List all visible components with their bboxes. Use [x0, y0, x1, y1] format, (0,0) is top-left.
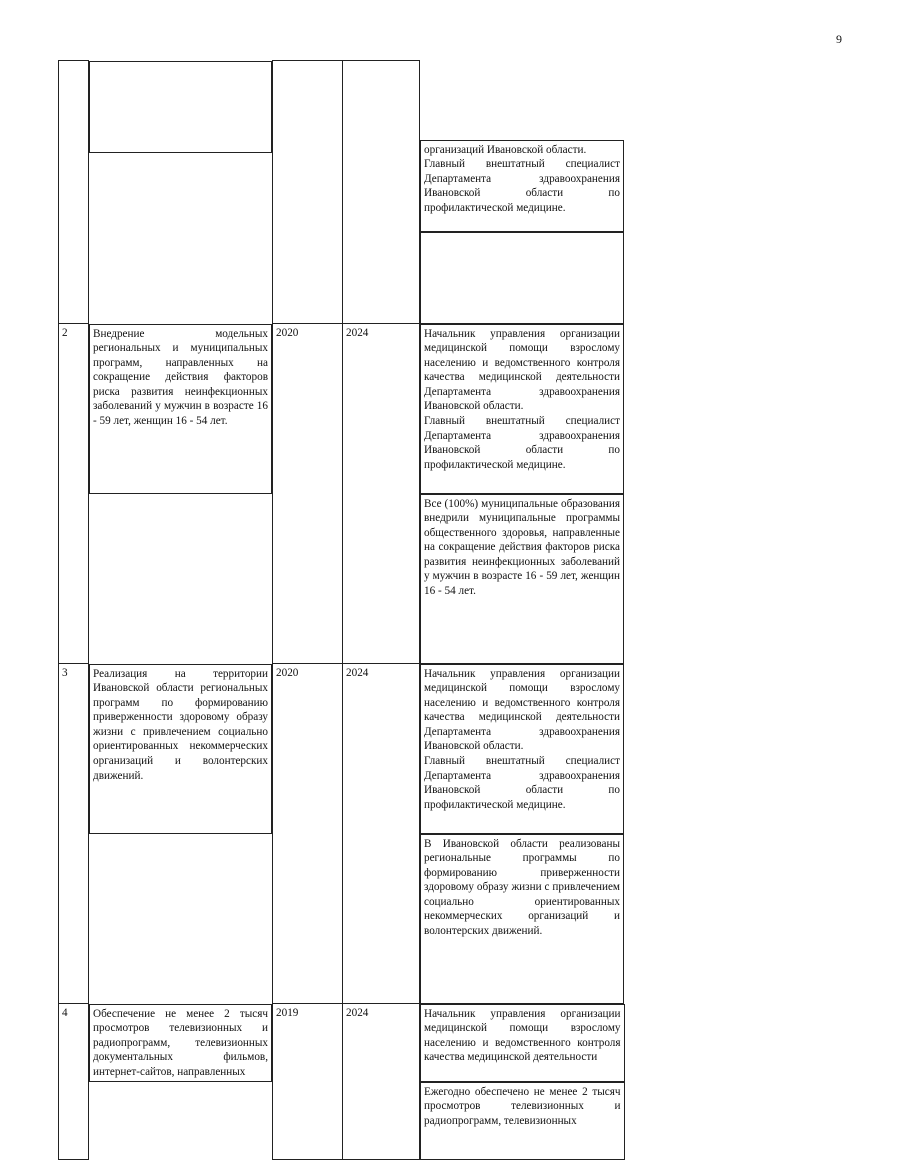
- table-row: [59, 324, 809, 664]
- start-year-cell: 2020: [273, 664, 343, 1004]
- activities-table-body: [59, 61, 809, 1160]
- result-cell: Все (100%) муниципальные образования внедрили муниципальные программы общественного здоровья, направленные на сокращение действия факторов риска развития неинфекционных заболеваний у мужчин в возрасте 16 - 59 лет, женщин 16 - 54 лет.: [420, 494, 624, 664]
- row-number-cell: 4: [59, 1004, 89, 1160]
- row-number-cell: 2: [59, 324, 89, 664]
- responsible-cell: [420, 664, 624, 834]
- responsible-paragraph: Главный внештатный специалист Департамента здравоохранения Ивановской области по профилактической медицине.: [424, 415, 620, 471]
- responsible-paragraph: организаций Ивановской области.: [424, 143, 587, 156]
- activities-table: [58, 60, 809, 1160]
- responsible-cell: [420, 324, 624, 494]
- end-year-cell: 2024: [343, 324, 420, 664]
- table-row: [59, 1004, 809, 1160]
- row-number-cell: [59, 61, 89, 324]
- start-year-cell: 2020: [273, 324, 343, 664]
- responsible-cell: [420, 140, 624, 232]
- start-year-cell: 2019: [273, 1004, 343, 1160]
- responsible-cell: [420, 1004, 625, 1082]
- page-number: 9: [836, 32, 842, 46]
- row-number-cell: 3: [59, 664, 89, 1004]
- end-year-cell: 2024: [343, 1004, 420, 1160]
- activity-cell: [89, 61, 272, 153]
- activity-cell: Обеспечение не менее 2 тысяч просмотров телевизионных и радиопрограмм, телевизионных документальных фильмов, интернет-сайтов, направленных: [89, 1004, 272, 1082]
- end-year-cell: 2024: [343, 664, 420, 1004]
- result-cell: Ежегодно обеспечено не менее 2 тысяч просмотров телевизионных и радиопрограмм, телевизионных: [420, 1082, 625, 1160]
- table-row: [59, 664, 809, 1004]
- activity-cell: Реализация на территории Ивановской области региональных программ по формированию приверженности здоровому образу жизни с привлечением социально ориентированных некоммерческих организаций и волонтерских движений.: [89, 664, 272, 834]
- table-row: [59, 61, 809, 324]
- responsible-paragraph: Главный внештатный специалист Департамента здравоохранения Ивановской области по профилактической медицине.: [424, 755, 620, 811]
- result-cell: В Ивановской области реализованы региональные программы по формированию приверженности здоровому образу жизни с привлечением социально ориентированных некоммерческих организаций и волонтерских движений.: [420, 834, 624, 1004]
- result-cell: [420, 232, 624, 324]
- responsible-paragraph: Начальник управления организации медицинской помощи взрослому населению и ведомственного контроля качества медицинской деятельности Департамента здравоохранения Ивановской области.: [424, 667, 620, 753]
- activity-cell: Внедрение модельных региональных и муниципальных программ, направленных на сокращение действия факторов риска развития неинфекционных заболеваний у мужчин в возрасте 16 - 59 лет, женщин 16 - 54 лет.: [89, 324, 272, 494]
- responsible-paragraph: Начальник управления организации медицинской помощи взрослому населению и ведомственного контроля качества медицинской деятельности: [424, 1007, 621, 1064]
- end-year-cell: [343, 61, 420, 324]
- responsible-paragraph: Главный внештатный специалист Департамента здравоохранения Ивановской области по профилактической медицине.: [424, 158, 620, 214]
- start-year-cell: [273, 61, 343, 324]
- responsible-paragraph: Начальник управления организации медицинской помощи взрослому населению и ведомственного контроля качества медицинской деятельности Департамента здравоохранения Ивановской области.: [424, 327, 620, 413]
